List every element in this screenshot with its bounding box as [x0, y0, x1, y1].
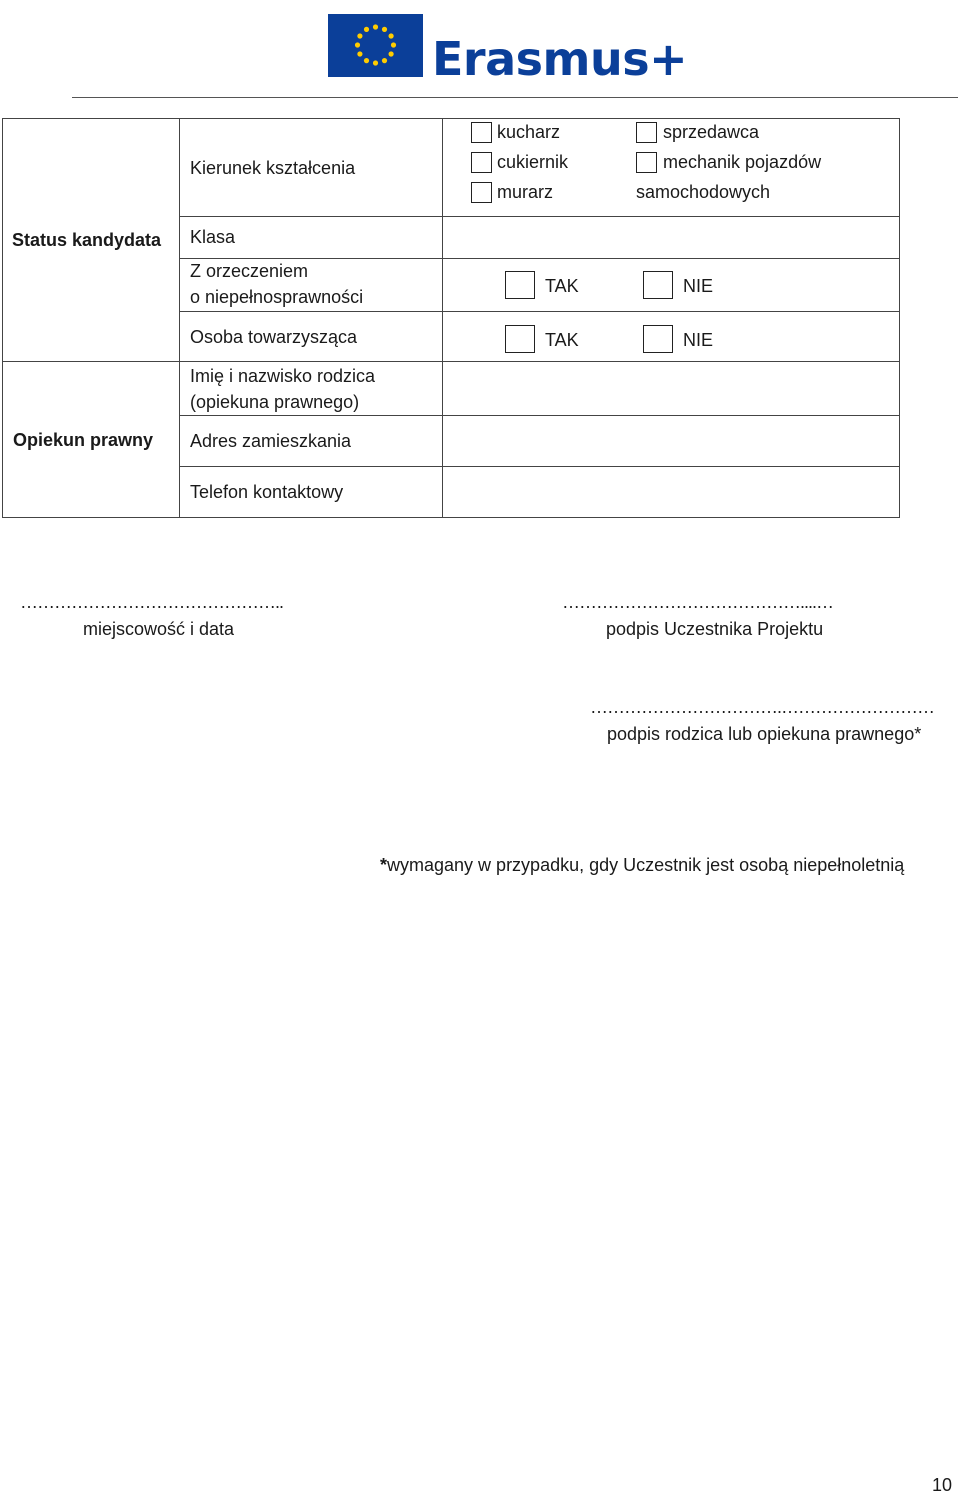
disability-yes-checkbox[interactable]: [505, 271, 535, 299]
table-divider: [179, 216, 899, 217]
seller-label: sprzedawca: [663, 122, 760, 142]
place-date-caption: miejscowość i data: [83, 619, 235, 639]
table-divider: [3, 361, 899, 362]
bricklayer-checkbox[interactable]: [471, 182, 492, 203]
footnote: [380, 855, 904, 876]
disability-label-line1: Z orzeczeniem: [190, 261, 309, 281]
table-divider: [442, 119, 443, 517]
parent-signature-line: …………………………….………………………: [590, 697, 935, 717]
table-divider: [179, 466, 899, 467]
disability-no-checkbox[interactable]: [643, 271, 673, 299]
guardian-heading: Opiekun prawny: [13, 430, 154, 450]
parent-signature-caption: podpis rodzica lub opiekuna prawnego*: [607, 724, 922, 744]
disability-yes-label: TAK: [545, 276, 579, 296]
eu-flag-icon: [328, 14, 423, 77]
seller-checkbox[interactable]: [636, 122, 657, 143]
table-divider: [179, 119, 180, 517]
bricklayer-label: murarz: [497, 182, 554, 202]
footnote-text: wymagany w przypadku, gdy Uczestnik jest osobą niepełnoletnią: [387, 855, 905, 875]
status-heading: Status kandydata: [12, 230, 162, 250]
mechanic-checkbox[interactable]: [636, 152, 657, 173]
mechanic-label-line1: mechanik pojazdów: [663, 152, 822, 172]
mechanic-label-line2: samochodowych: [636, 182, 771, 202]
companion-yes-label: TAK: [545, 330, 579, 350]
parent-name-label-line1: Imię i nazwisko rodzica: [190, 366, 376, 386]
logo-wordmark: Erasmus+: [432, 32, 688, 86]
header-divider: [72, 97, 958, 98]
footnote-star: *: [380, 855, 388, 875]
erasmus-logo: [328, 14, 688, 86]
candidate-form-table: [2, 118, 900, 518]
participant-signature-caption: podpis Uczestnika Projektu: [606, 619, 824, 639]
cook-checkbox[interactable]: [471, 122, 492, 143]
confectioner-checkbox[interactable]: [471, 152, 492, 173]
address-label: Adres zamieszkania: [190, 431, 352, 451]
participant-signature-line: ……………………………………....…: [562, 592, 834, 612]
companion-label: Osoba towarzysząca: [190, 327, 358, 347]
disability-no-label: NIE: [683, 276, 714, 296]
parent-name-label-line2: (opiekuna prawnego): [190, 392, 360, 412]
companion-no-checkbox[interactable]: [643, 325, 673, 353]
companion-yes-checkbox[interactable]: [505, 325, 535, 353]
phone-label: Telefon kontaktowy: [190, 482, 344, 502]
disability-label-line2: o niepełnosprawności: [190, 287, 364, 307]
companion-no-label: NIE: [683, 330, 714, 350]
table-divider: [179, 415, 899, 416]
place-date-line: ………………………………………..: [20, 592, 284, 612]
page-number: 10: [932, 1475, 953, 1495]
confectioner-label: cukiernik: [497, 152, 569, 172]
class-label: Klasa: [190, 227, 236, 247]
cook-label: kucharz: [497, 122, 561, 142]
field-of-study-label: Kierunek kształcenia: [190, 158, 356, 178]
table-divider: [179, 311, 899, 312]
